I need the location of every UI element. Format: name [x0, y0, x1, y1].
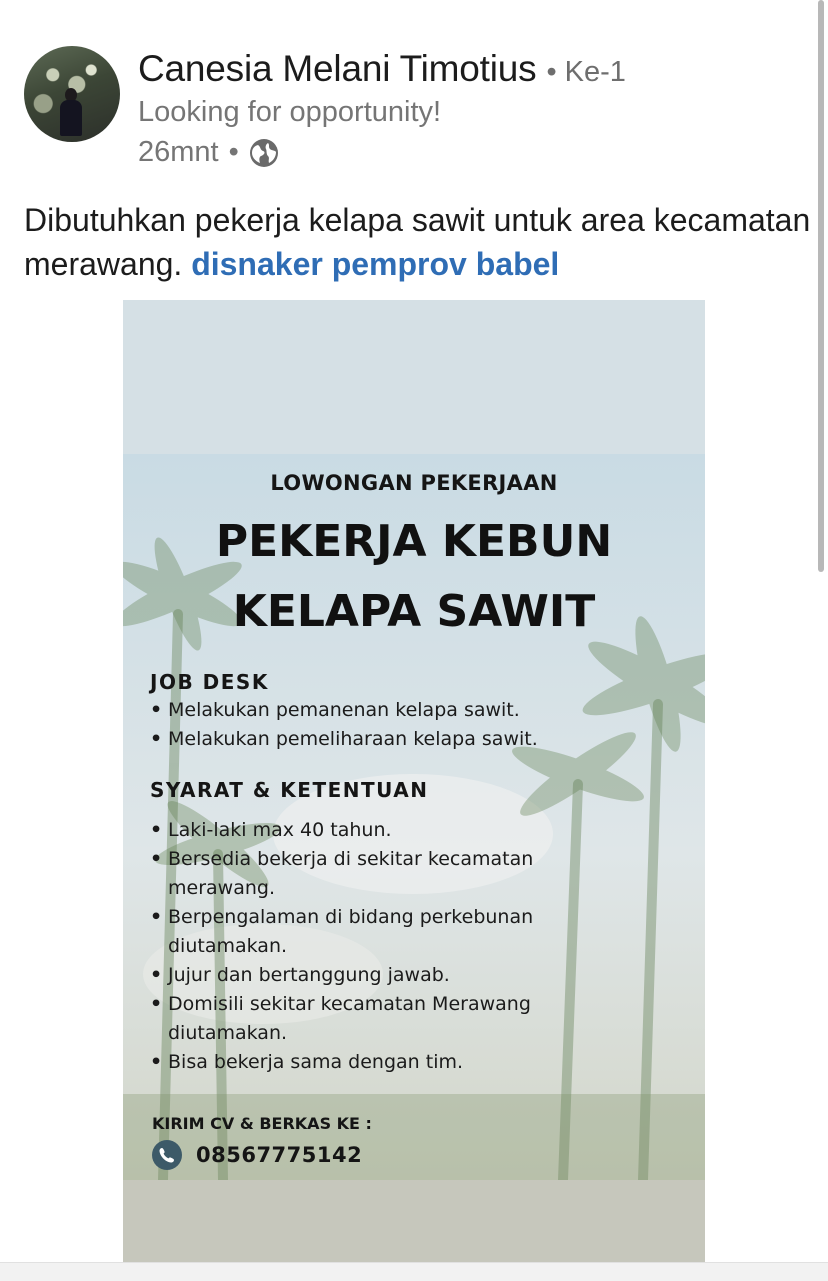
phone-icon	[152, 1140, 182, 1170]
poster-subtitle: LOWONGAN PEKERJAAN	[270, 471, 558, 495]
requirements-heading: SYARAT & KETENTUAN	[150, 778, 429, 802]
globe-icon	[249, 138, 279, 168]
list-item: • Melakukan pemanenan kelapa sawit.	[150, 696, 690, 725]
post-link[interactable]: disnaker pemprov babel	[191, 246, 560, 282]
post-body: Dibutuhkan pekerja kelapa sawit untuk area kecamatan merawang.	[24, 202, 811, 282]
phone-row	[152, 1140, 362, 1170]
post-text	[24, 198, 814, 286]
post-time: 26mnt	[138, 136, 219, 168]
poster-content	[123, 454, 705, 1180]
job-poster-image[interactable]	[123, 300, 705, 1264]
list-item: • Domisili sekitar kecamatan Merawang diutamakan.	[150, 990, 570, 1048]
requirements-list	[150, 816, 570, 1077]
poster-bottom-band	[123, 1180, 705, 1264]
jobdesk-heading: JOB DESK	[150, 670, 269, 694]
cv-label: KIRIM CV & BERKAS KE :	[152, 1114, 372, 1133]
poster-title-line1: PEKERJA KEBUN	[215, 516, 613, 567]
list-item: • Laki-laki max 40 tahun.	[150, 816, 570, 845]
jobdesk-list	[150, 696, 690, 754]
author-name[interactable]: Canesia Melani Timotius	[138, 48, 537, 89]
avatar[interactable]	[24, 46, 120, 142]
poster-sky	[123, 300, 705, 454]
bottom-edge	[0, 1262, 828, 1281]
list-item: • Bisa bekerja sama dengan tim.	[150, 1048, 570, 1077]
list-item: • Bersedia bekerja di sekitar kecamatan merawang.	[150, 845, 570, 903]
author-headline: Looking for opportunity!	[138, 96, 442, 128]
list-item: • Melakukan pemeliharaan kelapa sawit.	[150, 725, 690, 754]
connection-degree: • Ke-1	[546, 56, 626, 88]
poster-title-line2: KELAPA SAWIT	[232, 586, 596, 637]
post-meta	[138, 136, 279, 169]
post-header	[24, 44, 804, 174]
avatar-person	[60, 88, 82, 136]
meta-separator: •	[228, 136, 239, 168]
scrollbar[interactable]	[818, 0, 824, 572]
author-line	[138, 48, 626, 90]
phone-number: 08567775142	[196, 1143, 363, 1167]
list-item: • Jujur dan bertanggung jawab.	[150, 961, 570, 990]
list-item: • Berpengalaman di bidang perkebunan diutamakan.	[150, 903, 570, 961]
